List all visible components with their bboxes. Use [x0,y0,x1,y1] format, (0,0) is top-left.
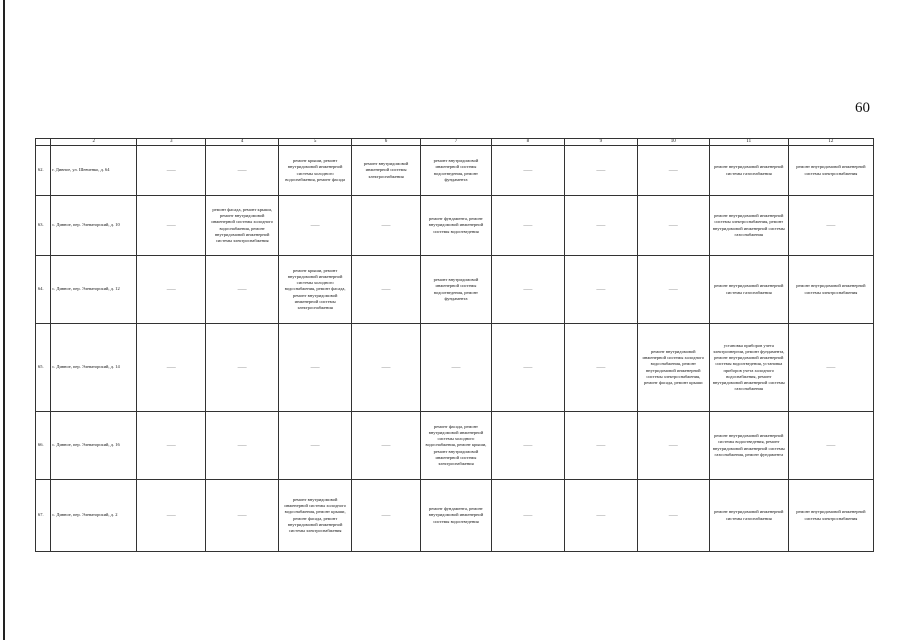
empty-dash: —— [668,286,678,292]
work-description: ремонт фундамента, ремонт внутридомовой инженерной системы водоотведения [428,506,484,524]
work-cell-c5 [279,196,352,256]
table-row [36,146,874,196]
address-cell [51,146,137,196]
empty-dash: —— [668,167,678,173]
work-cell-c4 [206,324,279,412]
work-cell-c12 [788,480,873,552]
empty-dash: —— [237,167,247,173]
empty-dash: —— [523,364,533,370]
work-description: ремонт внутридомовой инженерной системы электроснабжения [363,161,409,179]
work-description: ремонт внутридомовой инженерной системы газоснабжения [714,283,784,295]
address-text: г. Дивное, ул. Шевченко, д. 64 [52,167,110,173]
work-cell-c3 [137,412,206,480]
work-description: ремонт внутридомовой инженерной системы водоотведения, ремонт внутридомовой инженерной системы газоснабжения, ремонт фундамента [712,433,785,457]
work-cell-c10 [637,324,709,412]
work-cell-c11 [709,196,788,256]
work-cell-c9 [564,324,637,412]
work-cell-c11 [709,480,788,552]
work-cell-c10 [637,256,709,324]
work-cell-c12 [788,146,873,196]
work-description: ремонт внутридомовой инженерной системы газоснабжения [714,509,784,521]
table-row [36,324,874,412]
work-cell-c6 [352,196,421,256]
empty-dash: —— [668,442,678,448]
work-description: ремонт внутридомовой инженерной системы газоснабжения [714,164,784,176]
work-cell-c11 [709,412,788,480]
work-cell-c8 [491,324,564,412]
work-cell-c5 [279,480,352,552]
work-description: ремонт внутридомовой инженерной системы водоотведения, ремонт фундамента [433,277,479,301]
work-cell-c5 [279,256,352,324]
work-cell-c8 [491,412,564,480]
row-number-cell [36,146,51,196]
row-number-cell [36,196,51,256]
empty-dash: —— [310,222,320,228]
work-cell-c8 [491,196,564,256]
empty-dash: —— [596,442,606,448]
empty-dash: —— [166,364,176,370]
work-cell-c7 [421,480,492,552]
work-cell-c9 [564,256,637,324]
work-cell-c10 [637,412,709,480]
empty-dash: —— [826,442,836,448]
empty-dash: —— [237,442,247,448]
work-cell-c7 [421,196,492,256]
empty-dash: —— [596,364,606,370]
page-number: 60 [855,100,870,116]
empty-dash: —— [381,222,391,228]
empty-dash: —— [523,167,533,173]
work-cell-c3 [137,480,206,552]
work-cell-c9 [564,480,637,552]
work-description: ремонт крыши, ремонт внутридомовой инженерной системы холодного водоснабжения, ремонт фасада [285,158,345,182]
work-cell-c5 [279,412,352,480]
work-cell-c12 [788,324,873,412]
empty-dash: —— [237,364,247,370]
table-row [36,412,874,480]
work-cell-c4 [206,146,279,196]
empty-dash: —— [596,512,606,518]
empty-dash: —— [451,364,461,370]
work-cell-c6 [352,480,421,552]
empty-dash: —— [523,512,533,518]
row-number: 66. [38,442,44,448]
empty-dash: —— [237,286,247,292]
work-cell-c10 [637,480,709,552]
work-cell-c11 [709,146,788,196]
work-cell-c12 [788,196,873,256]
work-cell-c6 [352,256,421,324]
work-description: ремонт внутридомовой инженерной системы холодного водоснабжения, ремонт крыши, ремонт фасада, ремонт внутридомовой инженерной системы электроснабжения [284,496,346,533]
work-cell-c7 [421,324,492,412]
empty-dash: —— [166,286,176,292]
column-number: 8 [491,139,564,146]
row-number-cell [36,480,51,552]
empty-dash: —— [166,442,176,448]
empty-dash: —— [596,167,606,173]
row-number: 64. [38,286,44,292]
table-row [36,196,874,256]
row-number-cell [36,412,51,480]
column-number: 7 [421,139,492,146]
work-cell-c11 [709,256,788,324]
work-cell-c9 [564,196,637,256]
empty-dash: —— [166,222,176,228]
empty-dash: —— [523,222,533,228]
work-cell-c9 [564,146,637,196]
work-cell-c8 [491,256,564,324]
empty-dash: —— [310,364,320,370]
column-number: 4 [206,139,279,146]
work-description: ремонт фасада, ремонт крыши, ремонт внутридомовой инженерной системы холодного водоснабжения, ремонт внутридомовой инженерной системы электроснабжения [211,206,273,243]
column-number [36,139,51,146]
address-cell [51,480,137,552]
work-description: ремонт фасада, ремонт внутридомовой инженерной системы холодного водоснабжения, ремонт крыши, ремонт внутридомовой инженерной системы электроснабжения [425,423,487,466]
empty-dash: —— [596,286,606,292]
column-number-row [36,139,874,146]
address-text: с. Дивное, пер. Элеваторский, д. 2 [52,512,118,518]
table-row [36,256,874,324]
row-number-cell [36,324,51,412]
work-cell-c4 [206,412,279,480]
empty-dash: —— [596,222,606,228]
column-number: 9 [564,139,637,146]
address-text: с. Дивное, пер. Элеваторский, д. 10 [52,222,120,228]
work-cell-c3 [137,196,206,256]
work-description: ремонт фундамента, ремонт внутридомовой инженерной системы водоотведения [428,216,484,234]
work-cell-c12 [788,256,873,324]
empty-dash: —— [381,512,391,518]
work-description: ремонт внутридомовой инженерной системы водоотведения, ремонт фундамента [433,158,479,182]
address-cell [51,196,137,256]
column-number: 5 [279,139,352,146]
work-description: ремонт внутридомовой инженерной системы электроснабжения [796,509,866,521]
work-description: ремонт внутридомовой инженерной системы электроснабжения, ремонт внутридомовой инженерной системы газоснабжения [712,213,785,237]
empty-dash: —— [523,442,533,448]
work-cell-c7 [421,412,492,480]
work-description: ремонт внутридомовой инженерной системы электроснабжения [796,283,866,295]
row-number: 62. [38,167,44,173]
work-cell-c5 [279,324,352,412]
work-cell-c3 [137,146,206,196]
address-cell [51,324,137,412]
work-cell-c7 [421,146,492,196]
empty-dash: —— [668,222,678,228]
work-cell-c6 [352,324,421,412]
work-description: ремонт крыши, ремонт внутридомовой инженерной системы холодного водоснабжения, ремонт фасада, ремонт внутридомовой инженерной системы электроснабжения [284,267,346,310]
column-number: 6 [352,139,421,146]
empty-dash: —— [381,442,391,448]
empty-dash: —— [826,222,836,228]
work-cell-c6 [352,412,421,480]
address-text: с. Дивное, пер. Элеваторский, д. 14 [52,364,120,370]
work-cell-c4 [206,256,279,324]
work-cell-c4 [206,480,279,552]
address-text: с. Дивное, пер. Элеваторский, д. 16 [52,442,120,448]
repair-schedule-table [35,138,874,552]
page-left-border [3,0,5,640]
empty-dash: —— [381,364,391,370]
empty-dash: —— [826,364,836,370]
address-text: с. Дивное, пер. Элеваторский, д. 12 [52,286,120,292]
work-description: ремонт внутридомовой инженерной системы холодного водоснабжения, ремонт внутридомовой инженерной системы электроснабжения, ремонт фасада, ремонт крыши [642,348,705,385]
empty-dash: —— [523,286,533,292]
work-cell-c7 [421,256,492,324]
work-cell-c11 [709,324,788,412]
empty-dash: —— [381,286,391,292]
work-cell-c5 [279,146,352,196]
work-cell-c4 [206,196,279,256]
row-number: 67. [38,512,44,518]
table-row [36,480,874,552]
address-cell [51,412,137,480]
row-number-cell [36,256,51,324]
work-description: ремонт внутридомовой инженерной системы электроснабжения [796,164,866,176]
column-number: 3 [137,139,206,146]
work-description: установка приборов учета электроэнергии, ремонт фундамента, ремонт внутридомовой инженерной системы водоотведения, установка приборов учета холодного водоснабжения, ремонт внутридомовой инженерной системы газоснабжения [712,342,785,392]
work-cell-c10 [637,146,709,196]
column-number: 10 [637,139,709,146]
empty-dash: —— [166,167,176,173]
work-cell-c3 [137,256,206,324]
work-cell-c3 [137,324,206,412]
work-cell-c8 [491,480,564,552]
column-number: 2 [51,139,137,146]
work-cell-c12 [788,412,873,480]
address-cell [51,256,137,324]
column-number: 12 [788,139,873,146]
empty-dash: —— [310,442,320,448]
empty-dash: —— [668,512,678,518]
row-number: 65. [38,364,44,370]
work-cell-c9 [564,412,637,480]
empty-dash: —— [237,512,247,518]
work-cell-c10 [637,196,709,256]
column-number: 11 [709,139,788,146]
work-cell-c8 [491,146,564,196]
work-cell-c6 [352,146,421,196]
empty-dash: —— [166,512,176,518]
row-number: 63. [38,222,44,228]
